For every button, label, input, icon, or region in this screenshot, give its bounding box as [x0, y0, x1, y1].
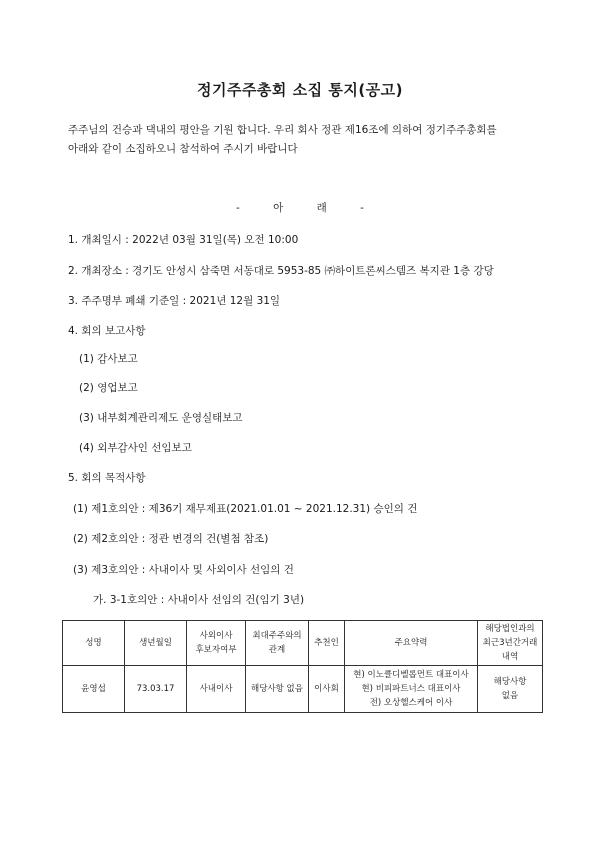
report-heading: 4. 회의 보고사항 — [68, 325, 146, 337]
header-outside-director: 사외이사 후보자여부 — [187, 621, 246, 666]
agenda-item-1: (1) 제1호의안 : 제36기 재무제표(2021.01.01 ~ 2021.12.31) 승인의 건 — [73, 503, 418, 515]
agenda-item-3: (3) 제3호의안 : 사내이사 및 사외이사 선임의 건 — [73, 564, 294, 576]
cell-birth: 73.03.17 — [125, 666, 187, 713]
header-name: 성명 — [63, 621, 125, 666]
agenda-item-2: (2) 제2호의안 : 정관 변경의 건(별첨 참조) — [73, 533, 269, 545]
report-item-external-auditor: (4) 외부감사인 선임보고 — [79, 442, 192, 454]
cell-transactions: 해당사항 없음 — [478, 666, 543, 713]
intro-line-2: 아래와 같이 소집하오니 참석하여 주시기 바랍니다 — [68, 143, 298, 155]
report-item-business: (2) 영업보고 — [79, 382, 138, 394]
header-transactions: 해당법인과의 최근3년간거래 내역 — [478, 621, 543, 666]
header-recommender: 추천인 — [309, 621, 345, 666]
cell-name: 윤영섭 — [63, 666, 125, 713]
cell-major-shareholder: 해당사항 없음 — [246, 666, 309, 713]
meeting-datetime: 1. 개최일시 : 2022년 03월 31일(목) 오전 10:00 — [68, 234, 299, 246]
candidate-table — [62, 620, 543, 713]
table-row — [63, 666, 543, 713]
report-item-audit: (1) 감사보고 — [79, 353, 138, 365]
agenda-heading: 5. 회의 목적사항 — [68, 472, 146, 484]
table-header-row — [63, 621, 543, 666]
header-birth: 생년월일 — [125, 621, 187, 666]
document-title: 정기주주총회 소집 통지(공고) — [196, 81, 404, 99]
intro-paragraph — [68, 121, 538, 159]
intro-line-1: 주주님의 건승과 댁내의 평안을 기원 합니다. 우리 회사 정관 제16조에 의하여 정기주주총회를 — [68, 124, 497, 136]
record-date: 3. 주주명부 폐쇄 기준일 : 2021년 12월 31일 — [68, 295, 281, 307]
meeting-place: 2. 개최장소 : 경기도 안성시 삼죽면 서동대로 5953-85 ㈜하이트론씨스템즈 복지관 1층 강당 — [68, 265, 494, 277]
cell-recommender: 이사회 — [309, 666, 345, 713]
header-major-shareholder: 최대주주와의 관계 — [246, 621, 309, 666]
header-career: 주요약력 — [345, 621, 478, 666]
cell-outside-director: 사내이사 — [187, 666, 246, 713]
cell-career: 현) 이노클디벨롭먼트 대표이사 현) 비피파트너스 대표이사 전) 오상헬스케어 이사 — [345, 666, 478, 713]
report-item-internal-accounting: (3) 내부회계관리제도 운영실태보고 — [79, 412, 243, 424]
section-divider-ahrae: - 아 래 - — [236, 202, 364, 214]
agenda-item-3-1: 가. 3-1호의안 : 사내이사 선임의 건(임기 3년) — [93, 594, 305, 606]
